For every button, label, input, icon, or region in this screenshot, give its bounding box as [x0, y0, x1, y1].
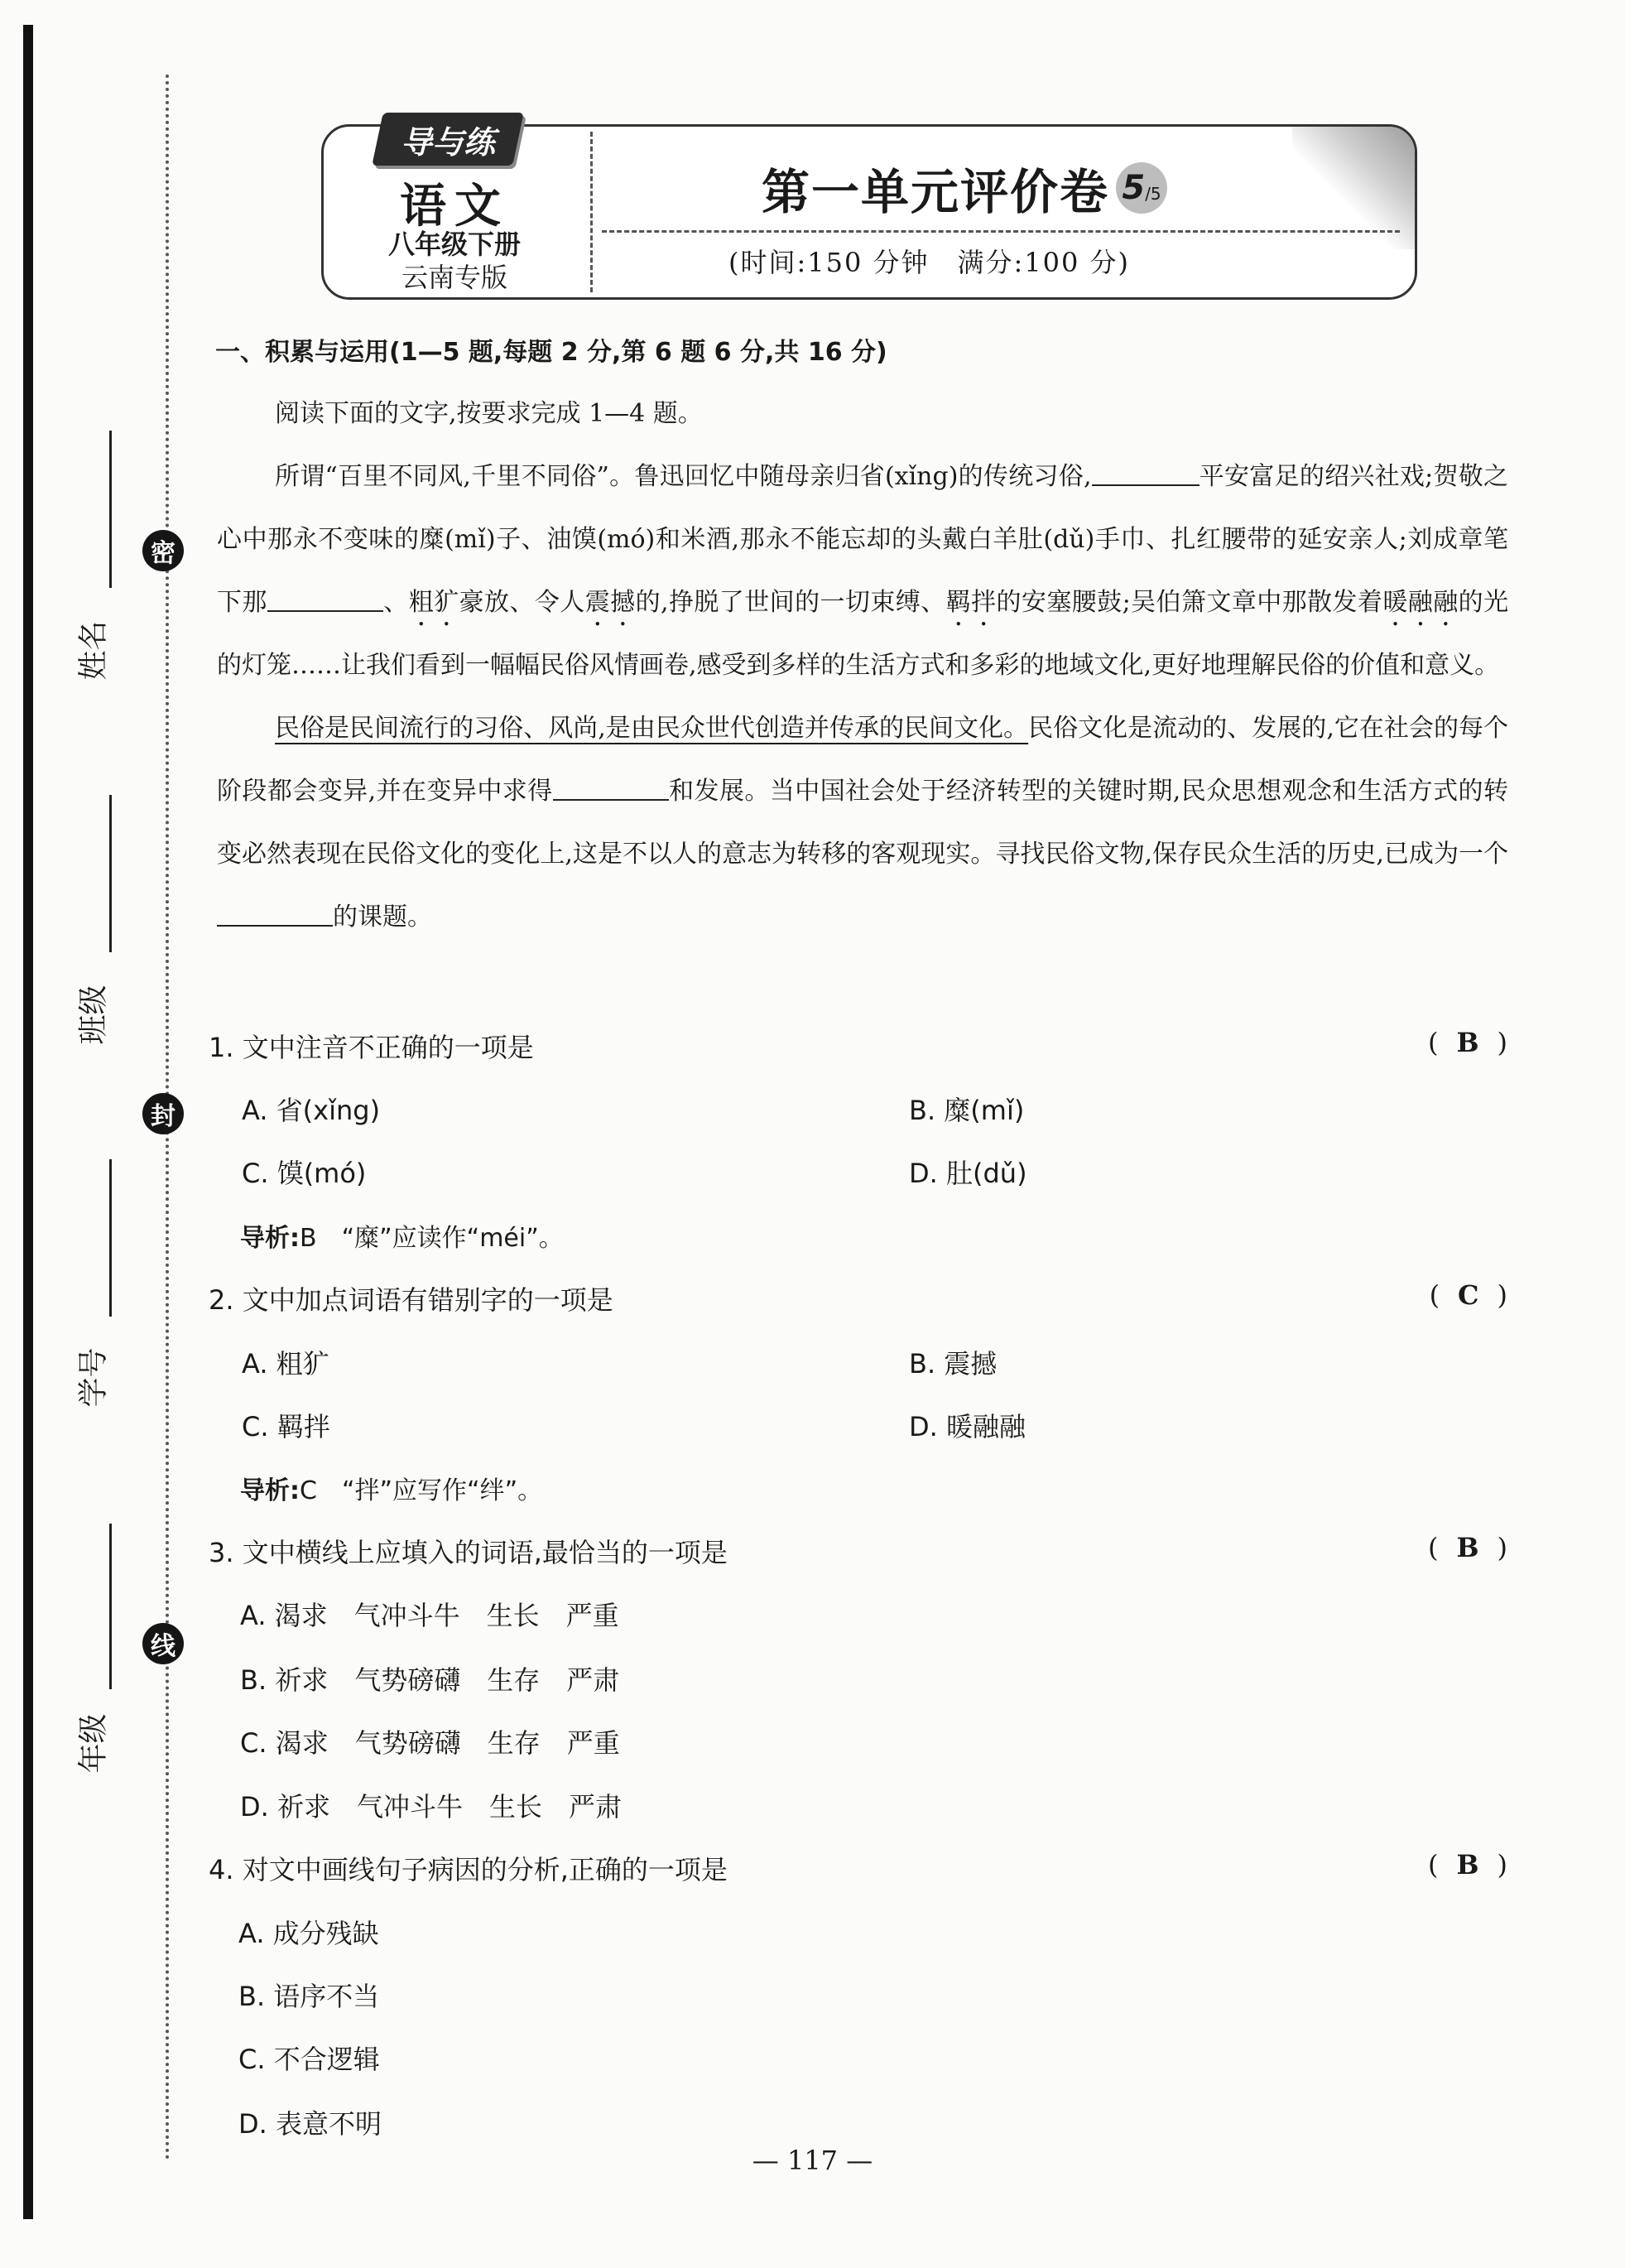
question-4-stem: 4. 对文中画线句子病因的分析,正确的一项是 [209, 1854, 728, 1885]
question-1-analysis: 导析:B “糜”应读作“méi”。 [240, 1224, 564, 1253]
dotted-word-3: 羁拌 [945, 588, 997, 617]
question-1-option-c[interactable]: C. 馍(mó) [242, 1158, 367, 1189]
subject-title: 语文 [400, 180, 509, 234]
page-title: 第一单元评价卷 [762, 164, 1110, 220]
binding-edge [23, 25, 33, 2219]
question-3-option-c[interactable]: C. 渴求 气势磅礴 生存 严重 [240, 1727, 620, 1759]
passage [217, 383, 1508, 949]
fill-blank-1[interactable] [1092, 461, 1200, 486]
question-2-option-a[interactable]: A. 粗犷 [242, 1348, 329, 1380]
level-badge [1116, 162, 1167, 214]
header-divider [590, 132, 593, 292]
question-1-option-b[interactable]: B. 糜(mǐ) [909, 1095, 1025, 1126]
seal-mark-feng: 封 [142, 1093, 184, 1134]
underlined-sentence: 民俗是民间流行的习俗、风尚,是由民众世代创造并传承的民间文化。 [275, 714, 1029, 743]
name-label: 姓名 [76, 620, 111, 681]
student-id-label: 学号 [76, 1347, 111, 1408]
badge-number: 5 [1122, 169, 1146, 207]
seal-mark-xian: 线 [142, 1623, 184, 1664]
question-3-stem: 3. 文中横线上应填入的词语,最恰当的一项是 [209, 1537, 728, 1568]
time-score-info: (时间:150 分钟 满分:100 分) [728, 247, 1131, 278]
fill-blank-3[interactable] [553, 776, 669, 801]
question-3-option-a[interactable]: A. 渴求 气冲斗牛 生长 严重 [240, 1600, 619, 1631]
dotted-word-2: 震撼 [584, 588, 636, 617]
fill-blank-2[interactable] [267, 587, 383, 612]
question-4-option-b[interactable]: B. 语序不当 [238, 1981, 380, 2012]
edition-text: 云南专版 [401, 262, 507, 293]
name-line [109, 431, 112, 588]
class-line [109, 795, 112, 952]
publisher-logo-text: 导与练 [400, 123, 495, 161]
badge-fraction: /5 [1145, 184, 1161, 204]
class-label: 班级 [76, 985, 111, 1045]
question-3-option-d[interactable]: D. 祈求 气冲斗牛 生长 严肃 [240, 1791, 622, 1823]
question-2-answer: ( C ) [1429, 1279, 1511, 1311]
question-4-answer: ( B ) [1427, 1849, 1511, 1880]
header-dashed-rule [602, 230, 1400, 233]
seal-mark-mi: 密 [142, 530, 184, 571]
question-3-answer: ( B ) [1427, 1532, 1511, 1563]
grade-text: 八年级下册 [387, 229, 521, 260]
passage-paragraph-1: 所谓“百里不同风,千里不同俗”。鲁迅回忆中随母亲归省(xǐng)的传统习俗, 平安富足的绍兴社戏;贺敬之心中那永不变味的糜(mǐ)子、油馍(mó)和米酒,那永不能忘却的头戴白羊肚(dǔ)手巾、扎红腰带的延安亲人;刘成章笔下那 、粗犷豪放、令人震撼的,挣脱了世间的一切束缚、羁拌的安塞腰鼓;吴伯箫文章中那散发着暖融融的光的灯笼……让我们看到一幅幅民俗风情画卷,感受到多样的生活方式和多彩的地域文化,更好地理解民俗的价值和意义。 [217, 462, 1509, 680]
question-2-option-b[interactable]: B. 震撼 [909, 1348, 998, 1380]
grade-label: 年级 [76, 1713, 111, 1774]
page-number: — 117 — [752, 2145, 873, 2176]
question-1-stem: 1. 文中注音不正确的一项是 [209, 1032, 534, 1063]
grade-line [109, 1524, 112, 1689]
question-4-option-c[interactable]: C. 不合逻辑 [238, 2044, 380, 2075]
question-1-answer: ( B ) [1427, 1027, 1511, 1058]
fill-blank-4[interactable] [217, 902, 333, 927]
passage-paragraph-2: 民俗是民间流行的习俗、风尚,是由民众世代创造并传承的民间文化。民俗文化是流动的、发展的,它在社会的每个阶段都会变异,并在变异中求得 和发展。当中国社会处于经济转型的关键时期,民众思想观念和生活方式的转变必然表现在民俗文化的变化上,这是不以人的意志为转移的客观现实。寻找民俗文物,保存民众生活的历史,已成为一个的课题。 [217, 714, 1508, 932]
question-2-stem: 2. 文中加点词语有错别字的一项是 [209, 1284, 613, 1316]
section-heading: 一、积累与运用(1—5 题,每题 2 分,第 6 题 6 分,共 16 分) [215, 338, 887, 367]
question-4-option-d[interactable]: D. 表意不明 [238, 2108, 382, 2140]
student-id-line [109, 1159, 112, 1317]
instruction: 阅读下面的文字,按要求完成 1—4 题。 [275, 399, 703, 428]
question-2-analysis: 导析:C “拌”应写作“绊”。 [240, 1476, 543, 1505]
dotted-word-4: 暖融融 [1382, 588, 1459, 617]
question-1-option-d[interactable]: D. 肚(dǔ) [909, 1158, 1027, 1189]
question-4-option-a[interactable]: A. 成分残缺 [238, 1918, 379, 1949]
question-2-option-d[interactable]: D. 暖融融 [909, 1411, 1026, 1442]
question-2-option-c[interactable]: C. 羁拌 [242, 1411, 330, 1442]
question-1-option-a[interactable]: A. 省(xǐng) [242, 1095, 381, 1126]
question-3-option-b[interactable]: B. 祈求 气势磅礴 生存 严肃 [240, 1664, 620, 1696]
dotted-word-1: 粗犷 [408, 588, 459, 617]
